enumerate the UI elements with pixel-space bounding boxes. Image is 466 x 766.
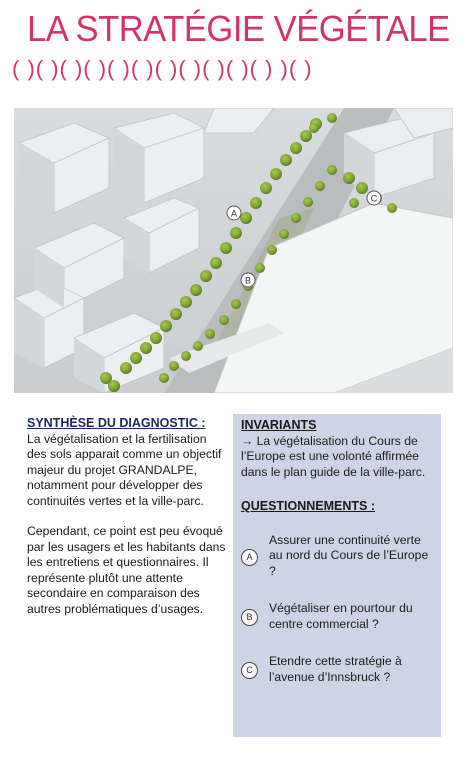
map-marker-c: C: [370, 193, 378, 204]
page-title: LA STRATÉGIE VÉGÉTALE: [27, 8, 450, 49]
badge-c-icon: C: [241, 662, 258, 679]
question-item-c: [241, 654, 437, 685]
question-item-b: [241, 601, 437, 632]
question-text-a: Assurer une continuité verte au nord du Cours de l’Europe ?: [269, 532, 429, 578]
questionnements-heading: QUESTIONNEMENTS :: [241, 499, 376, 513]
question-text-c: Etendre cette stratégie à l’avenue d’Innsbruck ?: [269, 654, 402, 684]
decorative-parentheses: ( )( )( )( )( )( )( )( )( )( )( ) )( ): [12, 56, 313, 81]
question-item-a: [241, 533, 437, 580]
invariants-heading: INVARIANTS: [241, 418, 317, 432]
diagnostic-paragraph-1: La végétalisation et la fertilisation des sols apparait comme un objectif majeur du projet GRANDALPE, notamment pour développer des continuités vertes et la ville-parc.: [27, 431, 222, 508]
map-marker-a: A: [230, 208, 238, 219]
diagnostic-heading: SYNTHÈSE DU DIAGNOSTIC :: [27, 416, 206, 430]
map-marker-b: B: [244, 275, 252, 286]
badge-a-icon: A: [241, 549, 258, 566]
badge-b-icon: B: [241, 609, 258, 626]
aerial-view-illustration: [14, 108, 453, 393]
invariants-text: → La végétalisation du Cours de l’Europe est une volonté affirmée dans le plan guide de la ville-parc.: [241, 433, 426, 479]
question-text-b: Végétaliser en pourtour du centre commercial ?: [269, 601, 413, 631]
invariants-panel: [233, 414, 441, 737]
diagnostic-section: [27, 416, 227, 617]
diagnostic-paragraph-2: Cependant, ce point est peu évoqué par les usagers et les habitants dans les entretiens et questionnaires. Il représente plutôt une attente secondaire en comparaison des autres problématiques d’usages.: [27, 524, 226, 616]
